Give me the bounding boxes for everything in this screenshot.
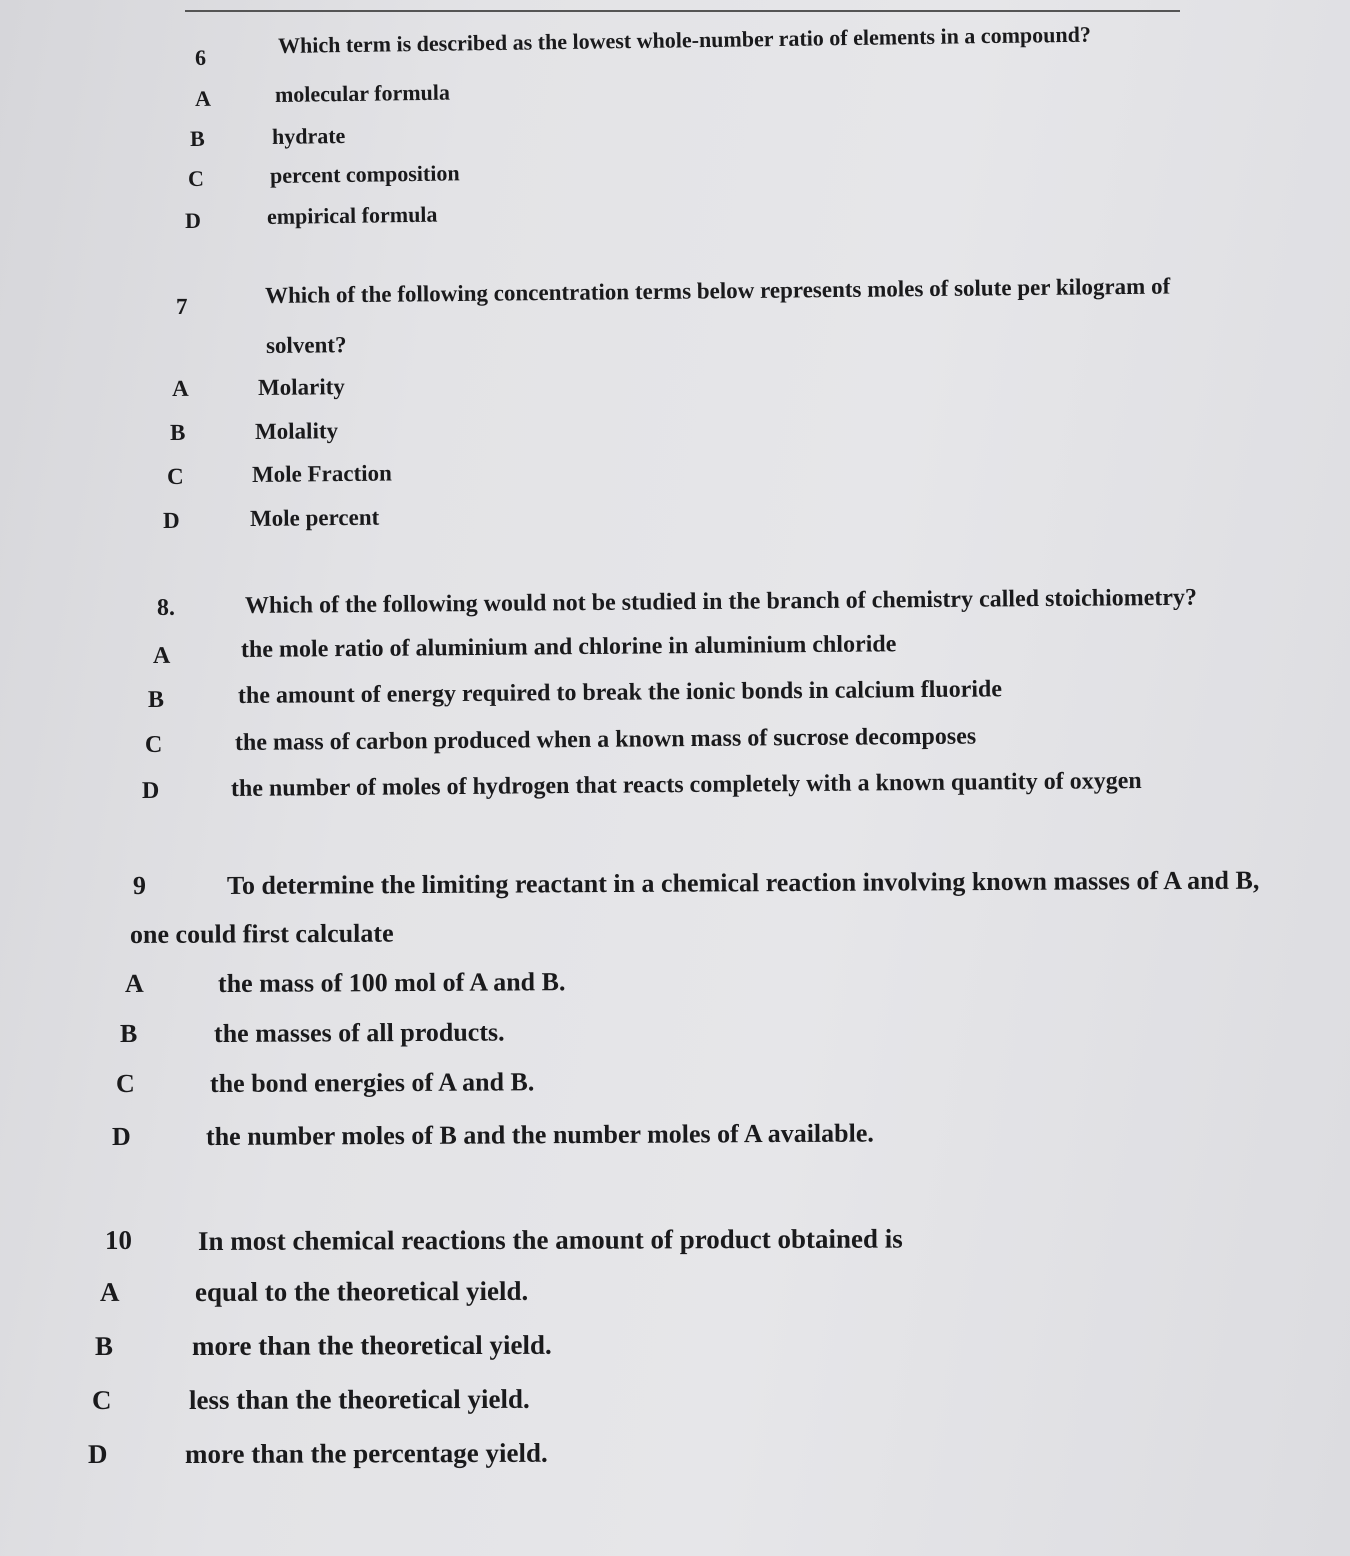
option-letter: C	[166, 463, 184, 489]
option-text: the number moles of B and the number moles of A available.	[205, 1118, 874, 1151]
question-stem: solvent?	[265, 332, 347, 358]
option-letter: D	[87, 1438, 108, 1469]
option-letter: D	[184, 207, 202, 233]
option-text: less than the theoretical yield.	[188, 1383, 530, 1415]
option-letter: B	[119, 1018, 138, 1048]
option-letter: A	[99, 1276, 120, 1307]
option-text: empirical formula	[266, 201, 438, 229]
option-text: the amount of energy required to break the ionic bonds in calcium fluoride	[237, 676, 1003, 709]
option-letter: A	[124, 968, 144, 998]
question-number: 7	[175, 293, 188, 319]
option-letter: D	[162, 507, 180, 533]
option-letter: B	[169, 419, 186, 445]
question-number: 10	[104, 1224, 133, 1255]
option-text: the mole ratio of aluminium and chlorine in aluminium chloride	[240, 631, 897, 663]
question-number: 6	[194, 44, 207, 70]
option-text: more than the percentage yield.	[184, 1437, 548, 1469]
top-rule	[185, 10, 1180, 12]
option-letter: C	[91, 1384, 112, 1415]
option-letter: C	[144, 731, 163, 758]
question-number: 9	[132, 870, 147, 900]
question-stem: one could first calculate	[129, 918, 394, 949]
question-stem: Which of the following would not be studied in the branch of chemistry called stoichiometry?	[244, 584, 1198, 619]
option-text: the masses of all products.	[213, 1017, 505, 1048]
option-letter: C	[115, 1068, 135, 1098]
option-text: equal to the theoretical yield.	[194, 1275, 529, 1307]
option-letter: A	[171, 375, 189, 401]
option-text: percent composition	[269, 160, 460, 188]
question-stem: In most chemical reactions the amount of product obtained is	[197, 1223, 903, 1256]
option-text: the mass of 100 mol of A and B.	[217, 967, 566, 998]
option-text: hydrate	[271, 122, 346, 149]
option-letter: B	[189, 125, 205, 151]
option-text: the mass of carbon produced when a known mass of sucrose decomposes	[234, 723, 977, 756]
option-text: molecular formula	[274, 79, 451, 107]
option-letter: B	[147, 686, 165, 713]
question-stem: Which term is described as the lowest whole-number ratio of elements in a compound?	[277, 21, 1092, 58]
option-text: Mole percent	[249, 504, 380, 531]
option-text: the bond energies of A and B.	[209, 1067, 535, 1098]
option-text: Molarity	[257, 374, 345, 400]
option-letter: D	[111, 1121, 131, 1151]
option-letter: C	[187, 165, 205, 191]
option-letter: B	[94, 1330, 114, 1361]
option-letter: D	[141, 777, 160, 804]
option-text: more than the theoretical yield.	[191, 1329, 552, 1361]
option-letter: A	[194, 85, 212, 111]
option-text: Molality	[254, 418, 339, 444]
option-text: Mole Fraction	[251, 460, 392, 487]
question-number: 8.	[156, 594, 176, 621]
question-stem: Which of the following concentration terms below represents moles of solute per kilogram of	[264, 273, 1171, 308]
question-stem: To determine the limiting reactant in a chemical reaction involving known masses of A and B,	[226, 865, 1260, 900]
option-letter: A	[152, 642, 171, 669]
option-text: the number of moles of hydrogen that reacts completely with a known quantity of oxygen	[230, 768, 1142, 802]
